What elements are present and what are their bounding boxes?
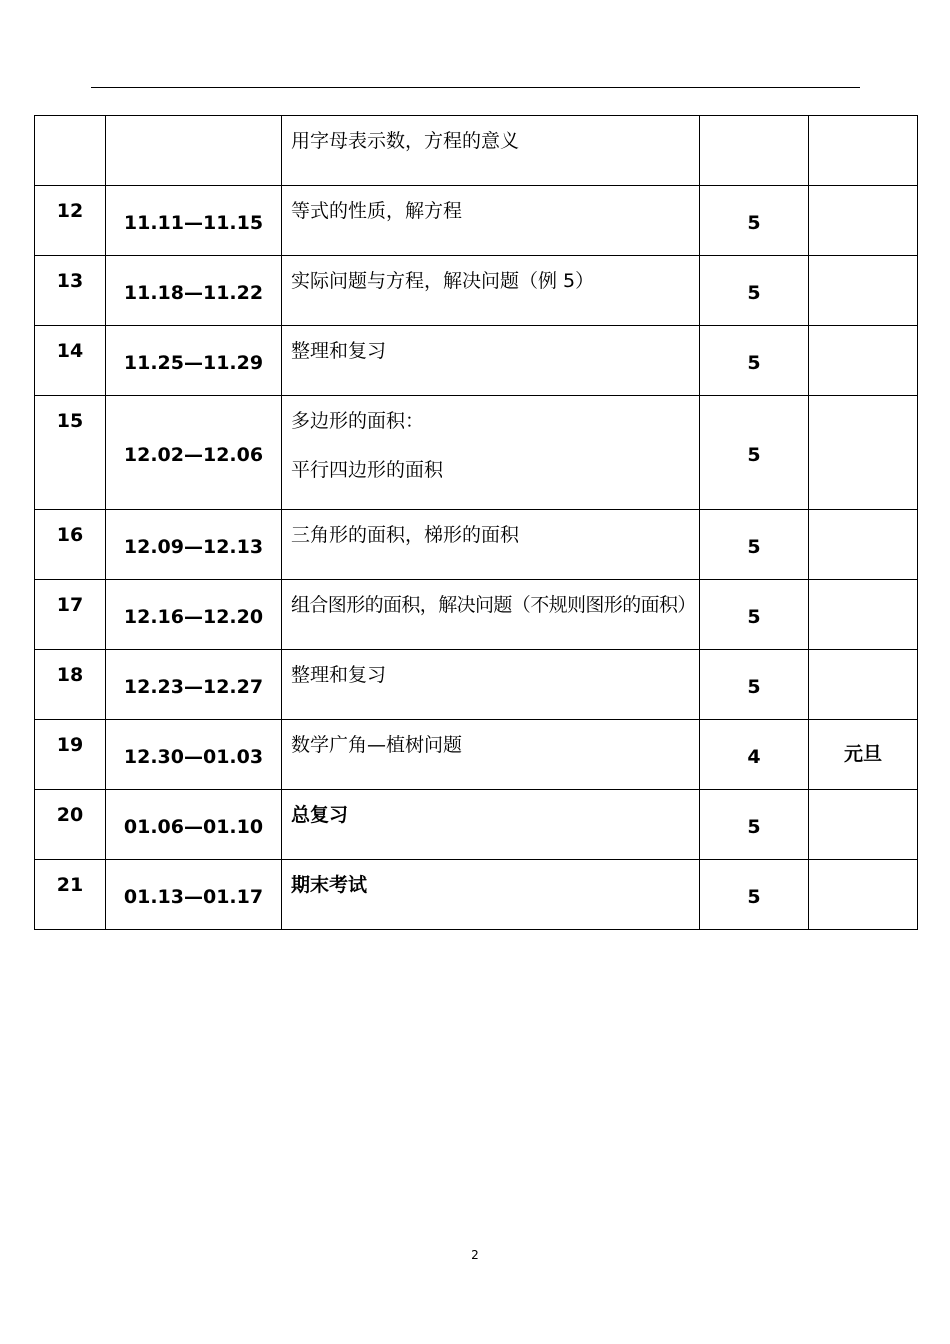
schedule-table <box>34 115 918 930</box>
days-cell: 5 <box>700 580 809 650</box>
table-row <box>35 186 918 256</box>
dates-cell: 12.09—12.13 <box>106 510 282 580</box>
dates-cell: 12.30—01.03 <box>106 720 282 790</box>
note-cell <box>809 510 918 580</box>
content-line: 用字母表示数，方程的意义 <box>291 130 520 152</box>
dates-cell: 11.11—11.15 <box>106 186 282 256</box>
header-rule <box>91 87 860 88</box>
table-row <box>35 580 918 650</box>
week-cell: 18 <box>35 650 106 720</box>
days-cell: 5 <box>700 790 809 860</box>
days-cell <box>700 116 809 186</box>
note-cell <box>809 790 918 860</box>
note-cell <box>809 186 918 256</box>
days-cell: 5 <box>700 326 809 396</box>
content-line: 平行四边形的面积 <box>291 458 444 481</box>
content-cell <box>282 186 700 256</box>
content-line: 数学广角—植树问题 <box>291 734 463 756</box>
content-line: 多边形的面积： <box>291 410 425 432</box>
week-cell: 21 <box>35 860 106 930</box>
week-cell: 20 <box>35 790 106 860</box>
dates-cell: 12.16—12.20 <box>106 580 282 650</box>
content-line: 三角形的面积，梯形的面积 <box>291 524 520 546</box>
note-cell <box>809 116 918 186</box>
content-line: 整理和复习 <box>291 664 387 686</box>
days-cell: 5 <box>700 396 809 510</box>
content-cell <box>282 650 700 720</box>
week-cell: 16 <box>35 510 106 580</box>
dates-cell: 11.18—11.22 <box>106 256 282 326</box>
content-line: 组合图形的面积，解决问题（不规则图形的面积） <box>291 594 696 616</box>
table-row <box>35 860 918 930</box>
note-cell <box>809 326 918 396</box>
week-cell: 15 <box>35 396 106 510</box>
days-cell: 5 <box>700 860 809 930</box>
note-cell: 元旦 <box>809 720 918 790</box>
dates-cell: 01.13—01.17 <box>106 860 282 930</box>
content-cell <box>282 790 700 860</box>
page-number: 2 <box>471 1248 479 1262</box>
content-line: 实际问题与方程，解决问题（例 5） <box>291 270 595 292</box>
content-cell <box>282 580 700 650</box>
note-cell <box>809 256 918 326</box>
dates-cell: 01.06—01.10 <box>106 790 282 860</box>
days-cell: 5 <box>700 650 809 720</box>
content-cell <box>282 326 700 396</box>
table-row <box>35 650 918 720</box>
note-cell <box>809 580 918 650</box>
note-cell <box>809 860 918 930</box>
table-row <box>35 510 918 580</box>
week-cell: 13 <box>35 256 106 326</box>
content-cell <box>282 256 700 326</box>
content-cell <box>282 510 700 580</box>
days-cell: 5 <box>700 256 809 326</box>
dates-cell: 12.23—12.27 <box>106 650 282 720</box>
content-line: 总复习 <box>291 804 349 826</box>
week-cell <box>35 116 106 186</box>
table-row <box>35 790 918 860</box>
table-row <box>35 396 918 510</box>
days-cell: 5 <box>700 186 809 256</box>
table-row <box>35 326 918 396</box>
days-cell: 5 <box>700 510 809 580</box>
note-cell <box>809 650 918 720</box>
table-row <box>35 116 918 186</box>
days-cell: 4 <box>700 720 809 790</box>
week-cell: 19 <box>35 720 106 790</box>
week-cell: 12 <box>35 186 106 256</box>
content-cell <box>282 860 700 930</box>
week-cell: 14 <box>35 326 106 396</box>
table-row <box>35 720 918 790</box>
note-cell <box>809 396 918 510</box>
content-cell <box>282 396 700 510</box>
content-line: 期末考试 <box>291 874 368 896</box>
dates-cell: 11.25—11.29 <box>106 326 282 396</box>
table-row <box>35 256 918 326</box>
dates-cell <box>106 116 282 186</box>
content-line: 等式的性质，解方程 <box>291 200 463 222</box>
content-cell <box>282 116 700 186</box>
week-cell: 17 <box>35 580 106 650</box>
content-cell <box>282 720 700 790</box>
dates-cell: 12.02—12.06 <box>106 396 282 510</box>
content-line: 整理和复习 <box>291 340 387 362</box>
